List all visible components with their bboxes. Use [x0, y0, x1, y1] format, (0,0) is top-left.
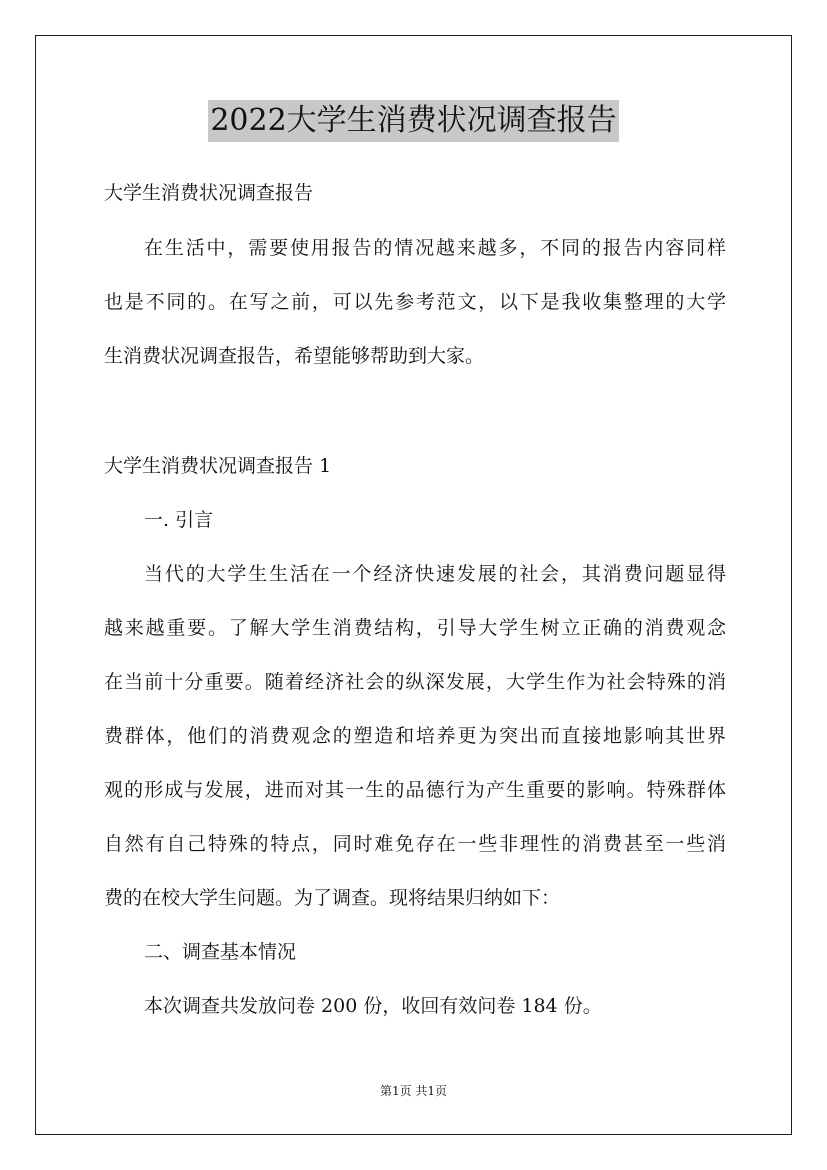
title-container: [0, 100, 827, 142]
intro-line-1: 在生活中，需要使用报告的情况越来越多，不同的报告内容同样: [144, 237, 726, 259]
part1-line-5: 观的形成与发展，进而对其一生的品德行为产生重要的影响。特殊群体: [104, 779, 726, 801]
part1-line-1: 当代的大学生生活在一个经济快速发展的社会，其消费问题显得: [144, 563, 726, 585]
document-subtitle: 大学生消费状况调查报告: [104, 182, 314, 204]
part1-line-7: 费的在校大学生问题。为了调查。现将结果归纳如下：: [104, 887, 561, 909]
part1-heading: 一. 引言: [144, 509, 214, 531]
document-title: 2022大学生消费状况调查报告: [208, 100, 618, 142]
part1-line-6: 自然有自己特殊的特点，同时难免存在一些非理性的消费甚至一些消: [104, 833, 726, 855]
part1-line-2: 越来越重要。了解大学生消费结构，引导大学生树立正确的消费观念: [104, 617, 726, 639]
part2-line: 本次调查共发放问卷 200 份，收回有效问卷 184 份。: [144, 995, 602, 1017]
part1-line-4: 费群体，他们的消费观念的塑造和培养更为突出而直接地影响其世界: [104, 725, 726, 747]
page-footer: 第1页 共1页: [379, 1084, 448, 1098]
section-heading: 大学生消费状况调查报告 1: [104, 455, 332, 477]
intro-line-3: 生消费状况调查报告，希望能够帮助到大家。: [104, 345, 485, 367]
part2-heading: 二、调查基本情况: [144, 941, 297, 963]
intro-line-2: 也是不同的。在写之前，可以先参考范文，以下是我收集整理的大学: [104, 291, 726, 313]
part1-line-3: 在当前十分重要。随着经济社会的纵深发展，大学生作为社会特殊的消: [104, 671, 726, 693]
